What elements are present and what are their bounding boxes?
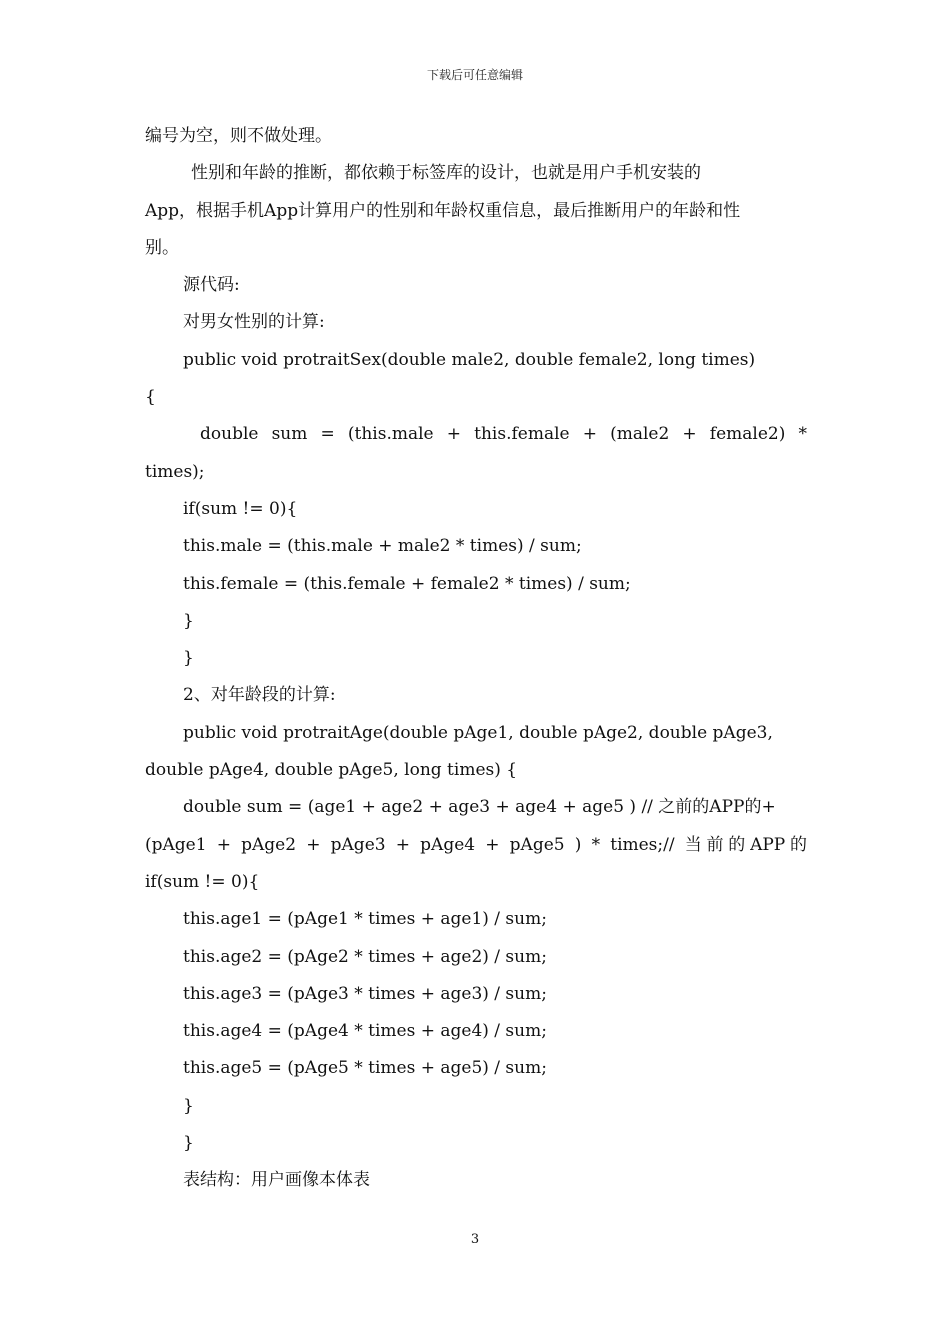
code-line: this.female = (this.female + female2 * times) / sum;: [183, 573, 631, 594]
code-line: }: [183, 1095, 194, 1116]
code-line: (pAge1 + pAge2 + pAge3 + pAge4 + pAge5 ) * times;// 当前的APP的: [145, 834, 807, 855]
code-line: }: [183, 610, 194, 631]
section-heading: 对男女性别的计算:: [183, 312, 325, 333]
code-line: this.age4 = (pAge4 * times + age4) / sum;: [183, 1021, 547, 1042]
paragraph-line: App，根据手机App计算用户的性别和年龄权重信息，最后推断用户的年龄和性: [145, 200, 741, 221]
code-line: if(sum != 0){: [183, 498, 298, 519]
code-line: this.age2 = (pAge2 * times + age2) / sum;: [183, 946, 547, 967]
code-line: double sum = (this.male + this.female + (male2 + female2) *: [200, 424, 807, 445]
paragraph-line: 性别和年龄的推断，都依赖于标签库的设计，也就是用户手机安装的: [191, 163, 701, 184]
section-heading: 2、对年龄段的计算:: [183, 685, 336, 706]
code-line: this.age1 = (pAge1 * times + age1) / sum;: [183, 909, 547, 930]
page-number: 3: [470, 1232, 480, 1247]
section-label: 源代码:: [183, 275, 240, 296]
page-header: 下载后可任意编辑: [426, 68, 523, 82]
document-body: [145, 118, 807, 1200]
code-line: double sum = (age1 + age2 + age3 + age4 + age5 ) // 之前的APP的+: [183, 797, 776, 818]
code-line: if(sum != 0){: [145, 871, 260, 892]
code-line: this.male = (this.male + male2 * times) / sum;: [183, 536, 582, 557]
code-line: this.age5 = (pAge5 * times + age5) / sum;: [183, 1058, 547, 1079]
paragraph-line: 编号为空，则不做处理。: [145, 126, 332, 146]
code-line: {: [145, 387, 156, 408]
code-line: }: [183, 1133, 194, 1154]
code-line: times);: [145, 461, 205, 482]
code-line: }: [183, 648, 194, 669]
paragraph-line: 别。: [145, 237, 179, 258]
code-line: this.age3 = (pAge3 * times + age3) / sum;: [183, 983, 547, 1004]
code-line: public void protraitAge(double pAge1, double pAge2, double pAge3,: [183, 722, 773, 743]
paragraph-line: 表结构：用户画像本体表: [183, 1170, 370, 1191]
code-line: double pAge4, double pAge5, long times) {: [145, 760, 518, 781]
code-line: public void protraitSex(double male2, double female2, long times): [183, 349, 756, 370]
